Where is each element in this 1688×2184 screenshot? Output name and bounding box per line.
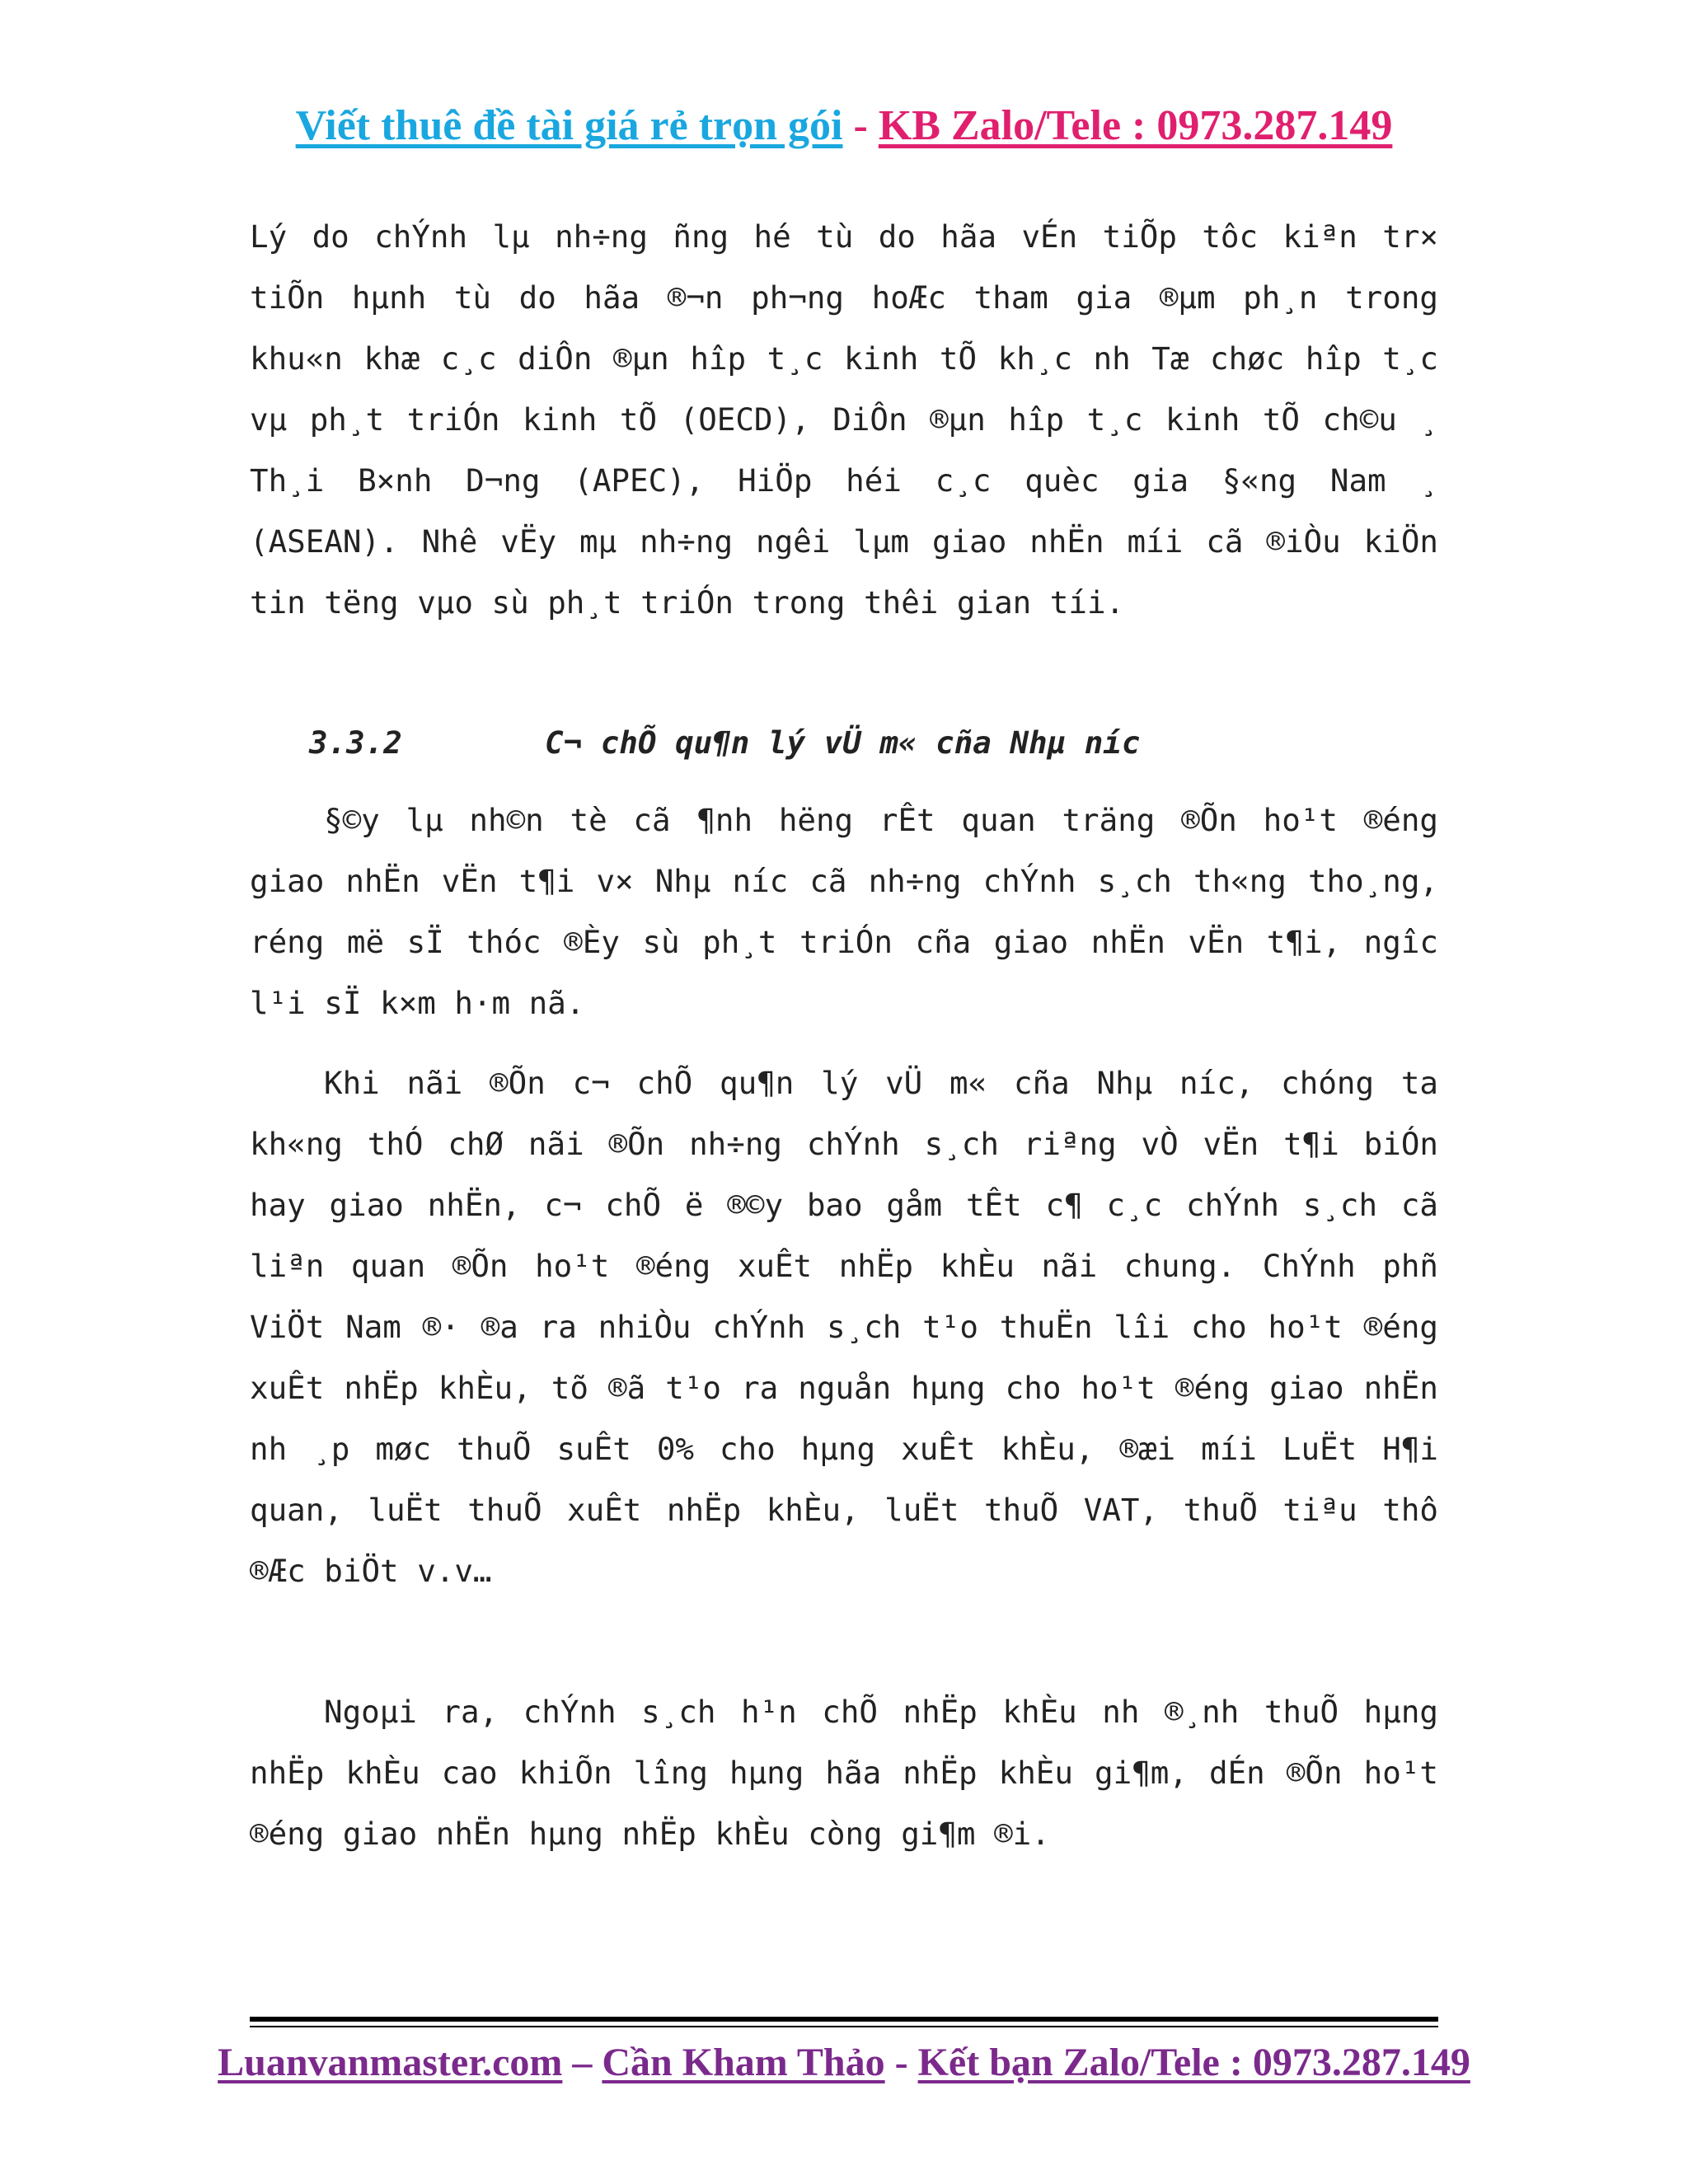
section-number: 3.3.2 — [309, 724, 402, 761]
page-header — [0, 97, 1688, 155]
footer-dash: – — [562, 2041, 603, 2084]
paragraph-2: §©y lµ nh©n tè cã ¶nh hëng rÊt quan träng ®Õn ho¹t ®éng giao nhËn vËn t¶i v× Nhµ níc cã nh÷ng chÝnh s¸ch th«ng tho¸ng, réng më sÏ thóc ®Èy sù ph¸t triÓn cña giao nhËn vËn t¶i, ngîc l¹i sÏ k×m h·m nã. — [250, 802, 1438, 1021]
header-separator: - — [842, 102, 879, 149]
header-service-link[interactable]: Viết thuê đề tài giá rẻ trọn gói — [295, 102, 843, 149]
section-title: C¬ chÕ qu¶n lý vÜ m« cña Nhµ níc — [545, 724, 1141, 761]
footer-contact-link[interactable]: Kết bạn Zalo/Tele : 0973.287.149 — [917, 2041, 1470, 2084]
paragraph-4: Ngoµi ra, chÝnh s¸ch h¹n chÕ nhËp khÈu nh ®¸nh thuÕ hµng nhËp khÈu cao khiÕn lîng hµng hãa nhËp khÈu gi¶m, dÉn ®Õn ho¹t ®éng giao nhËn hµng nhËp khÈu còng gi¶m ®i. — [250, 1694, 1438, 1852]
paragraph-3: Khi nãi ®Õn c¬ chÕ qu¶n lý vÜ m« cña Nhµ níc, chóng ta kh«ng thÓ chØ nãi ®Õn nh÷ng chÝnh s¸ch riªng vÒ vËn t¶i biÓn hay giao nhËn, c¬ chÕ ë ®©y bao gåm tÊt c¶ c¸c chÝnh s¸ch cã liªn quan ®Õn ho¹t ®éng xuÊt nhËp khÈu nãi chung. ChÝnh phñ ViÖt Nam ®· ®a ra nhiÒu chÝnh s¸ch t¹o thuËn lîi cho ho¹t ®éng xuÊt nhËp khÈu, tõ ®ã t¹o ra nguån hµng cho ho¹t ®éng giao nhËn nh ¸p møc thuÕ suÊt 0% cho hµng xuÊt khÈu, ®æi míi LuËt H¶i quan, luËt thuÕ xuÊt nhËp khÈu, luËt thuÕ VAT, thuÕ tiªu thô ®Æc biÖt v.v… — [250, 1065, 1438, 1589]
footer-name-link[interactable]: Cần Kham Thảo — [602, 2041, 885, 2084]
footer-separator: - — [884, 2041, 918, 2084]
page-footer — [0, 2033, 1688, 2093]
section-heading — [309, 715, 1140, 770]
paragraph-1: Lý do chÝnh lµ nh÷ng ñng hé tù do hãa vÉn tiÕp tôc kiªn tr× tiÕn hµnh tù do hãa ®¬n ph¬ng hoÆc tham gia ®µm ph¸n trong khu«n khæ c¸c diÔn ®µn hîp t¸c kinh tÕ kh¸c nh Tæ chøc hîp t¸c vµ ph¸t triÓn kinh tÕ (OECD), DiÔn ®µn hîp t¸c kinh tÕ ch©u ¸ Th¸i B×nh D¬ng (APEC), HiÖp héi c¸c quèc gia §«ng Nam ¸ (ASEAN). Nhê vËy mµ nh÷ng ngêi lµm giao nhËn míi cã ®iÒu kiÖn tin tëng vµo sù ph¸t triÓn trong thêi gian tíi. — [250, 218, 1438, 621]
footer-divider-thin — [250, 2026, 1438, 2027]
header-contact-link[interactable]: KB Zalo/Tele : 0973.287.149 — [878, 102, 1393, 149]
footer-site-link[interactable]: Luanvanmaster.com — [218, 2041, 563, 2084]
footer-divider — [250, 2017, 1438, 2022]
